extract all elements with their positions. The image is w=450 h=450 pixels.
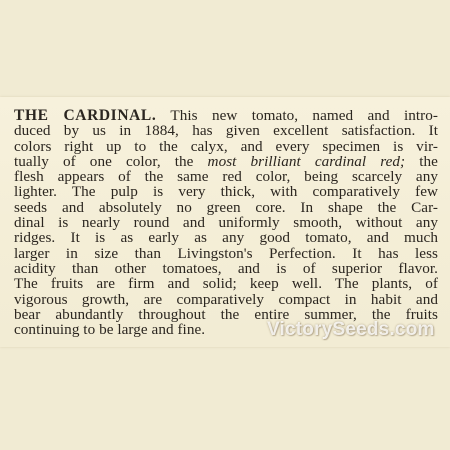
text-line-2: duced by us in 1884, has given excellent satisfaction. It [14, 122, 438, 140]
text-line-6: lighter. The pulp is very thick, with comparatively few [14, 183, 438, 201]
text-line-11: acidity than other tomatoes, and is of superior flavor. [14, 259, 438, 277]
text-line-7: seeds and absolutely no green core. In shape the Car- [14, 198, 438, 216]
text-line-3: colors right up to the calyx, and every specimen is vir- [14, 137, 438, 155]
text-line-1: THE CARDINAL. This new tomato, named and intro- [14, 107, 438, 124]
text-line-10: larger in size than Livingston's Perfection. It has less [14, 244, 438, 262]
text-line-13: vigorous growth, are comparatively compact in habit and [14, 290, 438, 308]
catalog-description-text [14, 108, 438, 337]
text-line-5: flesh appears of the same red color, being scarcely any [14, 168, 438, 186]
text-line-8: dinal is nearly round and uniformly smooth, without any [14, 214, 438, 232]
variety-heading: THE CARDINAL. [14, 107, 157, 124]
text-line-12: The fruits are firm and solid; keep well. The plants, of [14, 275, 438, 293]
cropped-next-line-fragment [14, 339, 74, 345]
watermark: VictorySeeds.com [267, 319, 435, 340]
text-line-9: ridges. It is as early as any good tomato, and much [14, 229, 438, 247]
emphasized-phrase: most brilliant cardinal red; [207, 152, 406, 170]
text-line-15: continuing to be large and fine. [14, 321, 206, 339]
text-line-4: tually of one color, the most brilliant cardinal red; the [14, 152, 438, 170]
text-line-14: bear abundantly throughout the entire summer, the fruits [14, 305, 438, 323]
